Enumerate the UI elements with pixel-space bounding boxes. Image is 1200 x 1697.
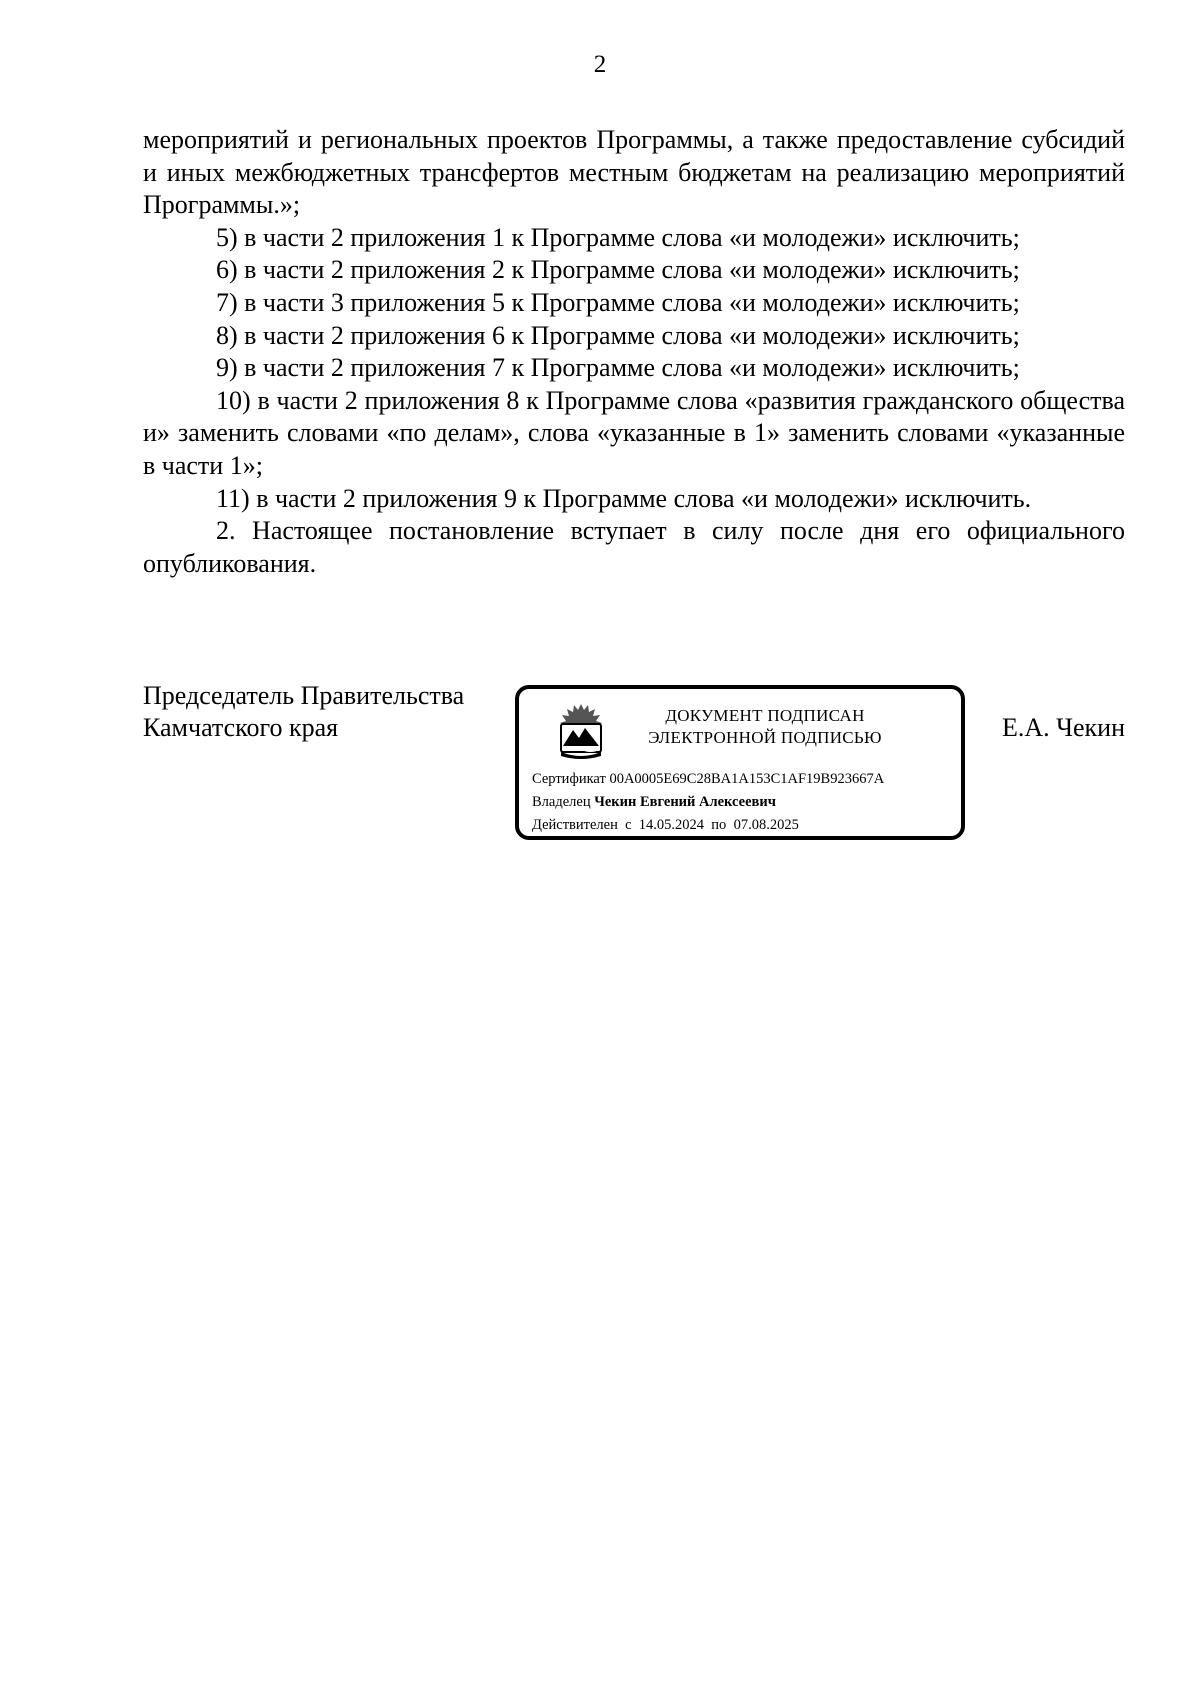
paragraph: 6) в части 2 приложения 2 к Программе слова «и молодежи» исключить;	[216, 255, 1020, 285]
owner-value: Чекин Евгений Алексеевич	[594, 794, 776, 810]
stamp-owner	[532, 791, 962, 814]
paragraph: 7) в части 3 приложения 5 к Программе слова «и молодежи» исключить;	[216, 287, 1020, 317]
stamp-title	[615, 705, 915, 749]
certificate-label: Сертификат	[532, 771, 606, 787]
valid-to-prefix: по	[711, 817, 727, 833]
paragraph: 5) в части 2 приложения 1 к Программе слова «и молодежи» исключить;	[216, 222, 1020, 252]
signer-position-line: Камчатского края	[143, 713, 339, 742]
kamchatka-emblem-icon	[555, 702, 607, 760]
paragraph: 8) в части 2 приложения 6 к Программе слова «и молодежи» исключить;	[216, 320, 1020, 350]
stamp-title-line: ЭЛЕКТРОННОЙ ПОДПИСЬЮ	[648, 728, 882, 747]
stamp-certificate	[532, 768, 962, 791]
paragraph: 11) в части 2 приложения 9 к Программе слова «и молодежи» исключить.	[216, 483, 1032, 513]
paragraph: мероприятий и региональных проектов Программы, а также предоставление субсидий и иных межбюджетных трансфертов местным бюджетам на реализацию мероприятий Программы.»;	[143, 125, 1125, 220]
signer-name: Е.А. Чекин	[1001, 713, 1125, 742]
valid-from-prefix: с	[625, 817, 632, 833]
signer-position-line: Председатель Правительства	[143, 681, 465, 710]
paragraph: 2. Настоящее постановление вступает в силу после дня его официального опубликования.	[143, 516, 1125, 578]
owner-label: Владелец	[532, 794, 591, 810]
paragraph: 9) в части 2 приложения 7 к Программе слова «и молодежи» исключить;	[216, 353, 1020, 383]
electronic-signature-stamp	[515, 685, 965, 840]
certificate-value: 00A0005E69C28BA1A153C1AF19B923667A	[609, 771, 885, 787]
valid-from: 14.05.2024	[638, 817, 705, 833]
valid-to: 07.08.2025	[733, 817, 799, 833]
page-number: 2	[593, 51, 607, 78]
stamp-title-line: ДОКУМЕНТ ПОДПИСАН	[665, 706, 865, 725]
signer-position	[143, 680, 503, 744]
stamp-validity	[532, 814, 962, 837]
paragraph: 10) в части 2 приложения 8 к Программе слова «развития гражданского общества и» заменить словами «по делам», слова «указанные в 1» заменить словами «указанные в части 1»;	[143, 385, 1125, 480]
valid-label: Действителен	[532, 817, 618, 833]
stamp-details	[532, 768, 962, 837]
